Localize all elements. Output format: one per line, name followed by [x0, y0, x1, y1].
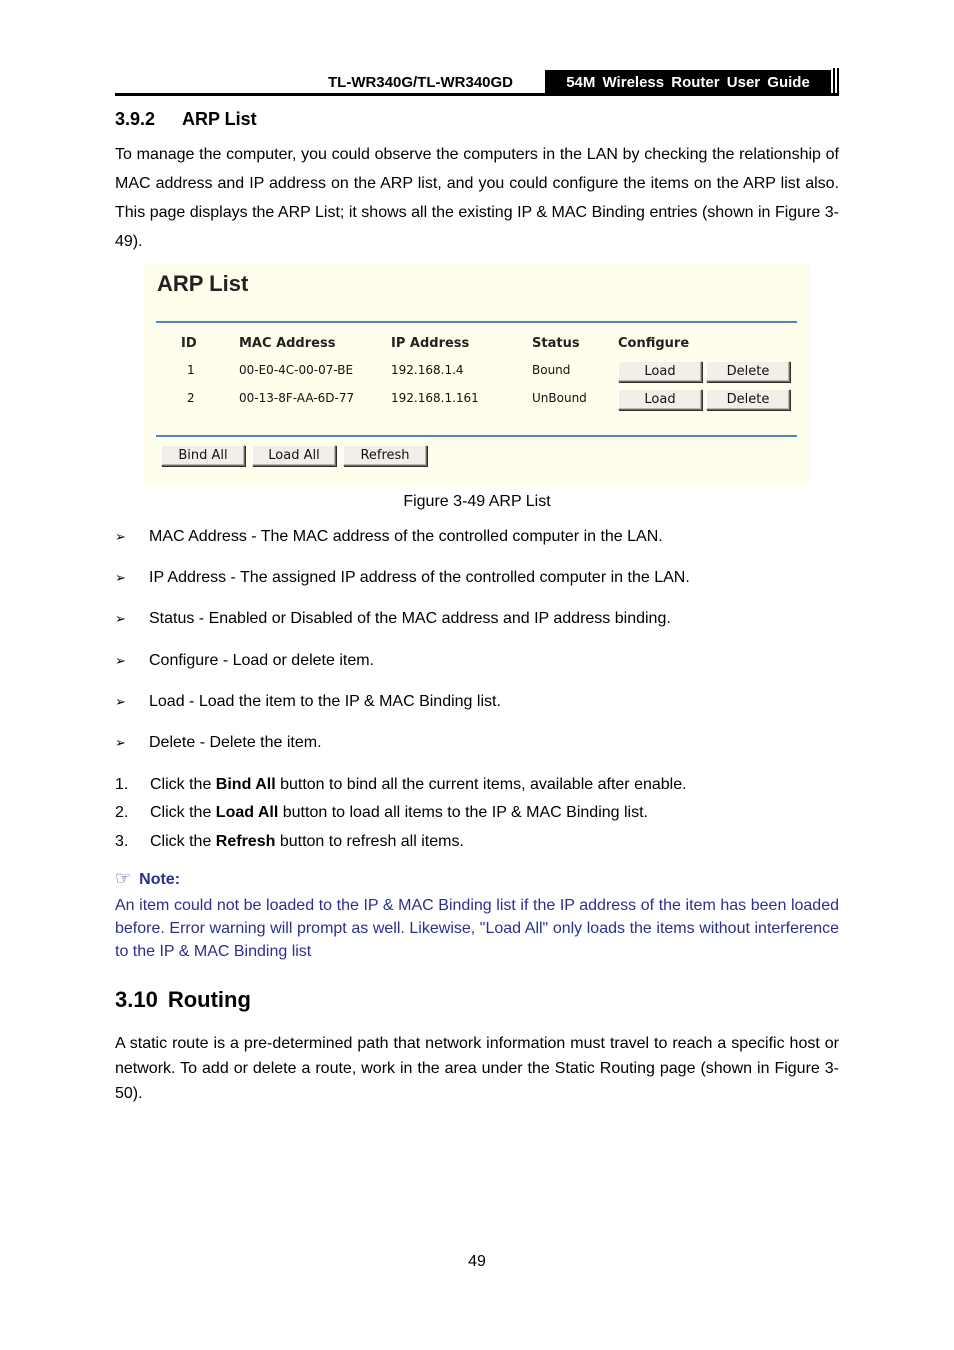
- refresh-button[interactable]: Refresh: [343, 445, 427, 466]
- panel-rule-bottom: [156, 435, 797, 437]
- list-item: ➢ MAC Address - The MAC address of the controlled computer in the LAN.: [115, 528, 663, 545]
- header-guide-title: 54M Wireless Router User Guide: [545, 70, 831, 94]
- numbered-step: 1. Click the Bind All button to bind all the current items, available after enable.: [115, 776, 687, 793]
- header-model: TL-WR340G/TL-WR340GD: [328, 74, 514, 91]
- note-text: An item could not be loaded to the IP & MAC Binding list if the IP address of the item has been loaded before. Error warning will prompt as well. Likewise, "Load All" only loads the items without interference to the IP & MAC Binding list: [115, 897, 839, 960]
- bind-all-button[interactable]: Bind All: [161, 445, 245, 466]
- header-rule: [115, 93, 839, 96]
- row-mac: 00-13-8F-AA-6D-77: [239, 391, 355, 405]
- list-item: ➢ Configure - Load or delete item.: [115, 652, 375, 669]
- column-header-mac: MAC Address: [239, 336, 336, 351]
- section-heading-routing: [115, 987, 251, 1013]
- arrow-bullet-icon: ➢: [115, 736, 126, 751]
- routing-paragraph: A static route is a pre-determined path that network information must travel to reach a specific host or network. To add or delete a route, work in the area under the Static Routing page (shown in Figure 3-50).: [115, 1035, 839, 1102]
- section-heading-arp-list: [115, 109, 257, 130]
- arrow-bullet-icon: ➢: [115, 571, 126, 586]
- section-title: Routing: [167, 987, 251, 1012]
- row-mac: 00-E0-4C-00-07-BE: [239, 363, 354, 377]
- row-id: 2: [187, 391, 195, 405]
- section-title: ARP List: [182, 109, 257, 129]
- column-header-status: Status: [532, 336, 580, 351]
- pointing-hand-icon: ☞: [115, 868, 132, 889]
- note-label: ☞ Note:: [115, 868, 181, 889]
- load-button[interactable]: Load: [618, 389, 702, 410]
- delete-button[interactable]: Delete: [706, 361, 790, 382]
- row-status: Bound: [532, 363, 571, 377]
- list-item: ➢ Delete - Delete the item.: [115, 734, 322, 751]
- panel-title: ARP List: [157, 271, 249, 296]
- column-header-configure: Configure: [618, 336, 690, 351]
- column-header-ip: IP Address: [391, 336, 470, 351]
- numbered-step: 3. Click the Refresh button to refresh all items.: [115, 833, 464, 850]
- page-number: 49: [468, 1253, 486, 1270]
- list-item: ➢ Status - Enabled or Disabled of the MAC address and IP address binding.: [115, 610, 671, 627]
- panel-rule-top: [156, 321, 797, 323]
- row-ip: 192.168.1.4: [391, 363, 464, 377]
- arrow-bullet-icon: ➢: [115, 530, 126, 545]
- row-ip: 192.168.1.161: [391, 391, 479, 405]
- arp-list-panel: [144, 263, 810, 485]
- column-header-id: ID: [181, 336, 197, 351]
- delete-button[interactable]: Delete: [706, 389, 790, 410]
- header-bar: [837, 68, 839, 96]
- header-bar: [833, 68, 835, 94]
- row-id: 1: [187, 363, 195, 377]
- list-item: ➢ Load - Load the item to the IP & MAC Binding list.: [115, 693, 501, 710]
- numbered-step: 2. Click the Load All button to load all items to the IP & MAC Binding list.: [115, 804, 648, 821]
- section-number: 3.9.2: [115, 109, 156, 129]
- arrow-bullet-icon: ➢: [115, 654, 126, 669]
- arrow-bullet-icon: ➢: [115, 695, 126, 710]
- figure-caption: Figure 3-49 ARP List: [403, 493, 551, 510]
- list-item: ➢ IP Address - The assigned IP address of the controlled computer in the LAN.: [115, 569, 690, 586]
- intro-paragraph: To manage the computer, you could observe the computers in the LAN by checking the relationship of MAC address and IP address on the ARP list, and you could configure the items on the ARP list also. This page displays the ARP List; it shows all the existing IP & MAC Binding entries (shown in Figure 3-49).: [115, 146, 839, 250]
- row-status: UnBound: [532, 391, 587, 405]
- arrow-bullet-icon: ➢: [115, 612, 126, 627]
- load-all-button[interactable]: Load All: [252, 445, 336, 466]
- load-button[interactable]: Load: [618, 361, 702, 382]
- section-number: 3.10: [115, 987, 158, 1012]
